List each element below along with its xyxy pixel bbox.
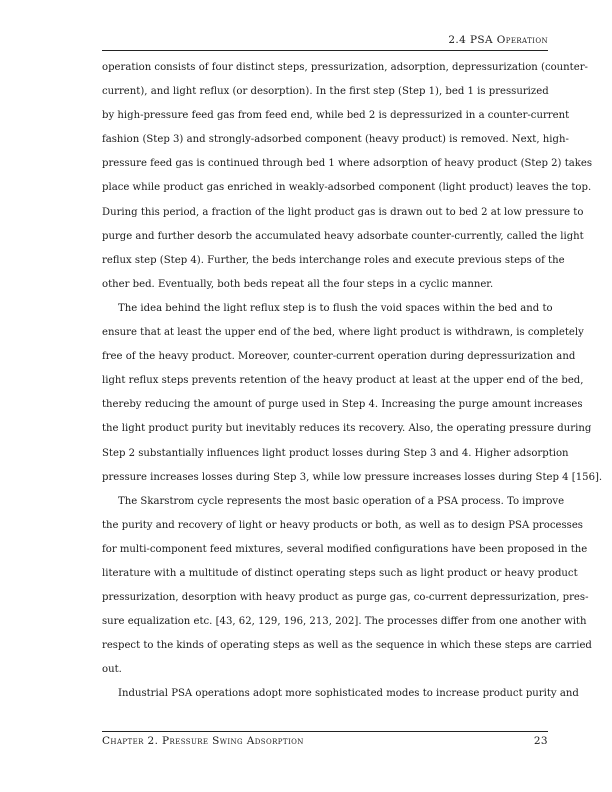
- text-line: reflux step (Step 4). Further, the beds interchange roles and execute previous steps of the: [102, 254, 565, 266]
- text-line: operation consists of four distinct steps, pressurization, adsorption, depressurization (counter-: [102, 62, 588, 73]
- text-line: out.: [102, 664, 122, 676]
- running-header: [102, 34, 548, 48]
- text-line: thereby reducing the amount of purge used in Step 4. Increasing the purge amount increases: [102, 399, 583, 411]
- text-line: the purity and recovery of light or heavy products or both, as well as to design PSA processes: [102, 519, 583, 531]
- text-line: The idea behind the light reflux step is to flush the void spaces within the bed and to: [118, 302, 553, 314]
- text-line: literature with a multitude of distinct operating steps such as light product or heavy product: [102, 567, 578, 579]
- text-line: Step 2 substantially influences light product losses during Step 3 and 4. Higher adsorption: [102, 447, 569, 459]
- header-section-title: 2.4 PSA Operation: [448, 34, 548, 46]
- text-line: the light product purity but inevitably reduces its recovery. Also, the operating pressure during: [102, 423, 592, 435]
- text-line: respect to the kinds of operating steps as well as the sequence in which these steps are carried: [102, 640, 592, 652]
- header-rule: [102, 50, 548, 51]
- text-line: pressure feed gas is continued through bed 1 where adsorption of heavy product (Step 2) takes: [102, 158, 593, 170]
- paragraph-3: [102, 490, 592, 683]
- text-line: place while product gas enriched in weakly-adsorbed component (light product) leaves the top.: [102, 182, 592, 194]
- text-line: pressurization, desorption with heavy product as purge gas, co-current depressurization, pres-: [102, 592, 589, 604]
- paragraph-1: [102, 56, 593, 297]
- text-line: Industrial PSA operations adopt more sophisticated modes to increase product purity and: [118, 688, 579, 700]
- text-line: pressure increases losses during Step 3, while low pressure increases losses during Step 4 [156].: [102, 471, 603, 483]
- running-footer: [102, 735, 548, 749]
- footer-rule: [102, 731, 548, 732]
- text-line: ensure that at least the upper end of the bed, where light product is withdrawn, is completely: [102, 327, 584, 339]
- paragraph-4: [102, 682, 579, 706]
- text-line: fashion (Step 3) and strongly-adsorbed component (heavy product) is removed. Next, high-: [102, 134, 569, 146]
- text-line: sure equalization etc. [43, 62, 129, 196, 213, 202]. The processes differ from one another with: [102, 616, 587, 628]
- paragraph-2: [102, 297, 603, 490]
- text-line: for multi-component feed mixtures, several modified configurations have been proposed in the: [102, 543, 588, 555]
- text-line: light reflux steps prevents retention of the heavy product at least at the upper end of the bed,: [102, 375, 584, 387]
- text-line: The Skarstrom cycle represents the most basic operation of a PSA process. To improve: [118, 495, 565, 507]
- text-line: free of the heavy product. Moreover, counter-current operation during depressurization and: [102, 351, 576, 363]
- text-line: by high-pressure feed gas from feed end, while bed 2 is depressurized in a counter-current: [102, 110, 570, 122]
- page-number: 23: [533, 735, 548, 747]
- text-line: other bed. Eventually, both beds repeat all the four steps in a cyclic manner.: [102, 278, 494, 290]
- text-line: During this period, a fraction of the light product gas is drawn out to bed 2 at low pressure to: [102, 206, 584, 218]
- body-text: [102, 56, 603, 707]
- text-line: current), and light reflux (or desorption). In the first step (Step 1), bed 1 is pressurized: [102, 86, 549, 98]
- footer-chapter-title: Chapter 2. Pressure Swing Adsorption: [102, 735, 304, 747]
- text-line: purge and further desorb the accumulated heavy adsorbate counter-currently, called the light: [102, 230, 584, 242]
